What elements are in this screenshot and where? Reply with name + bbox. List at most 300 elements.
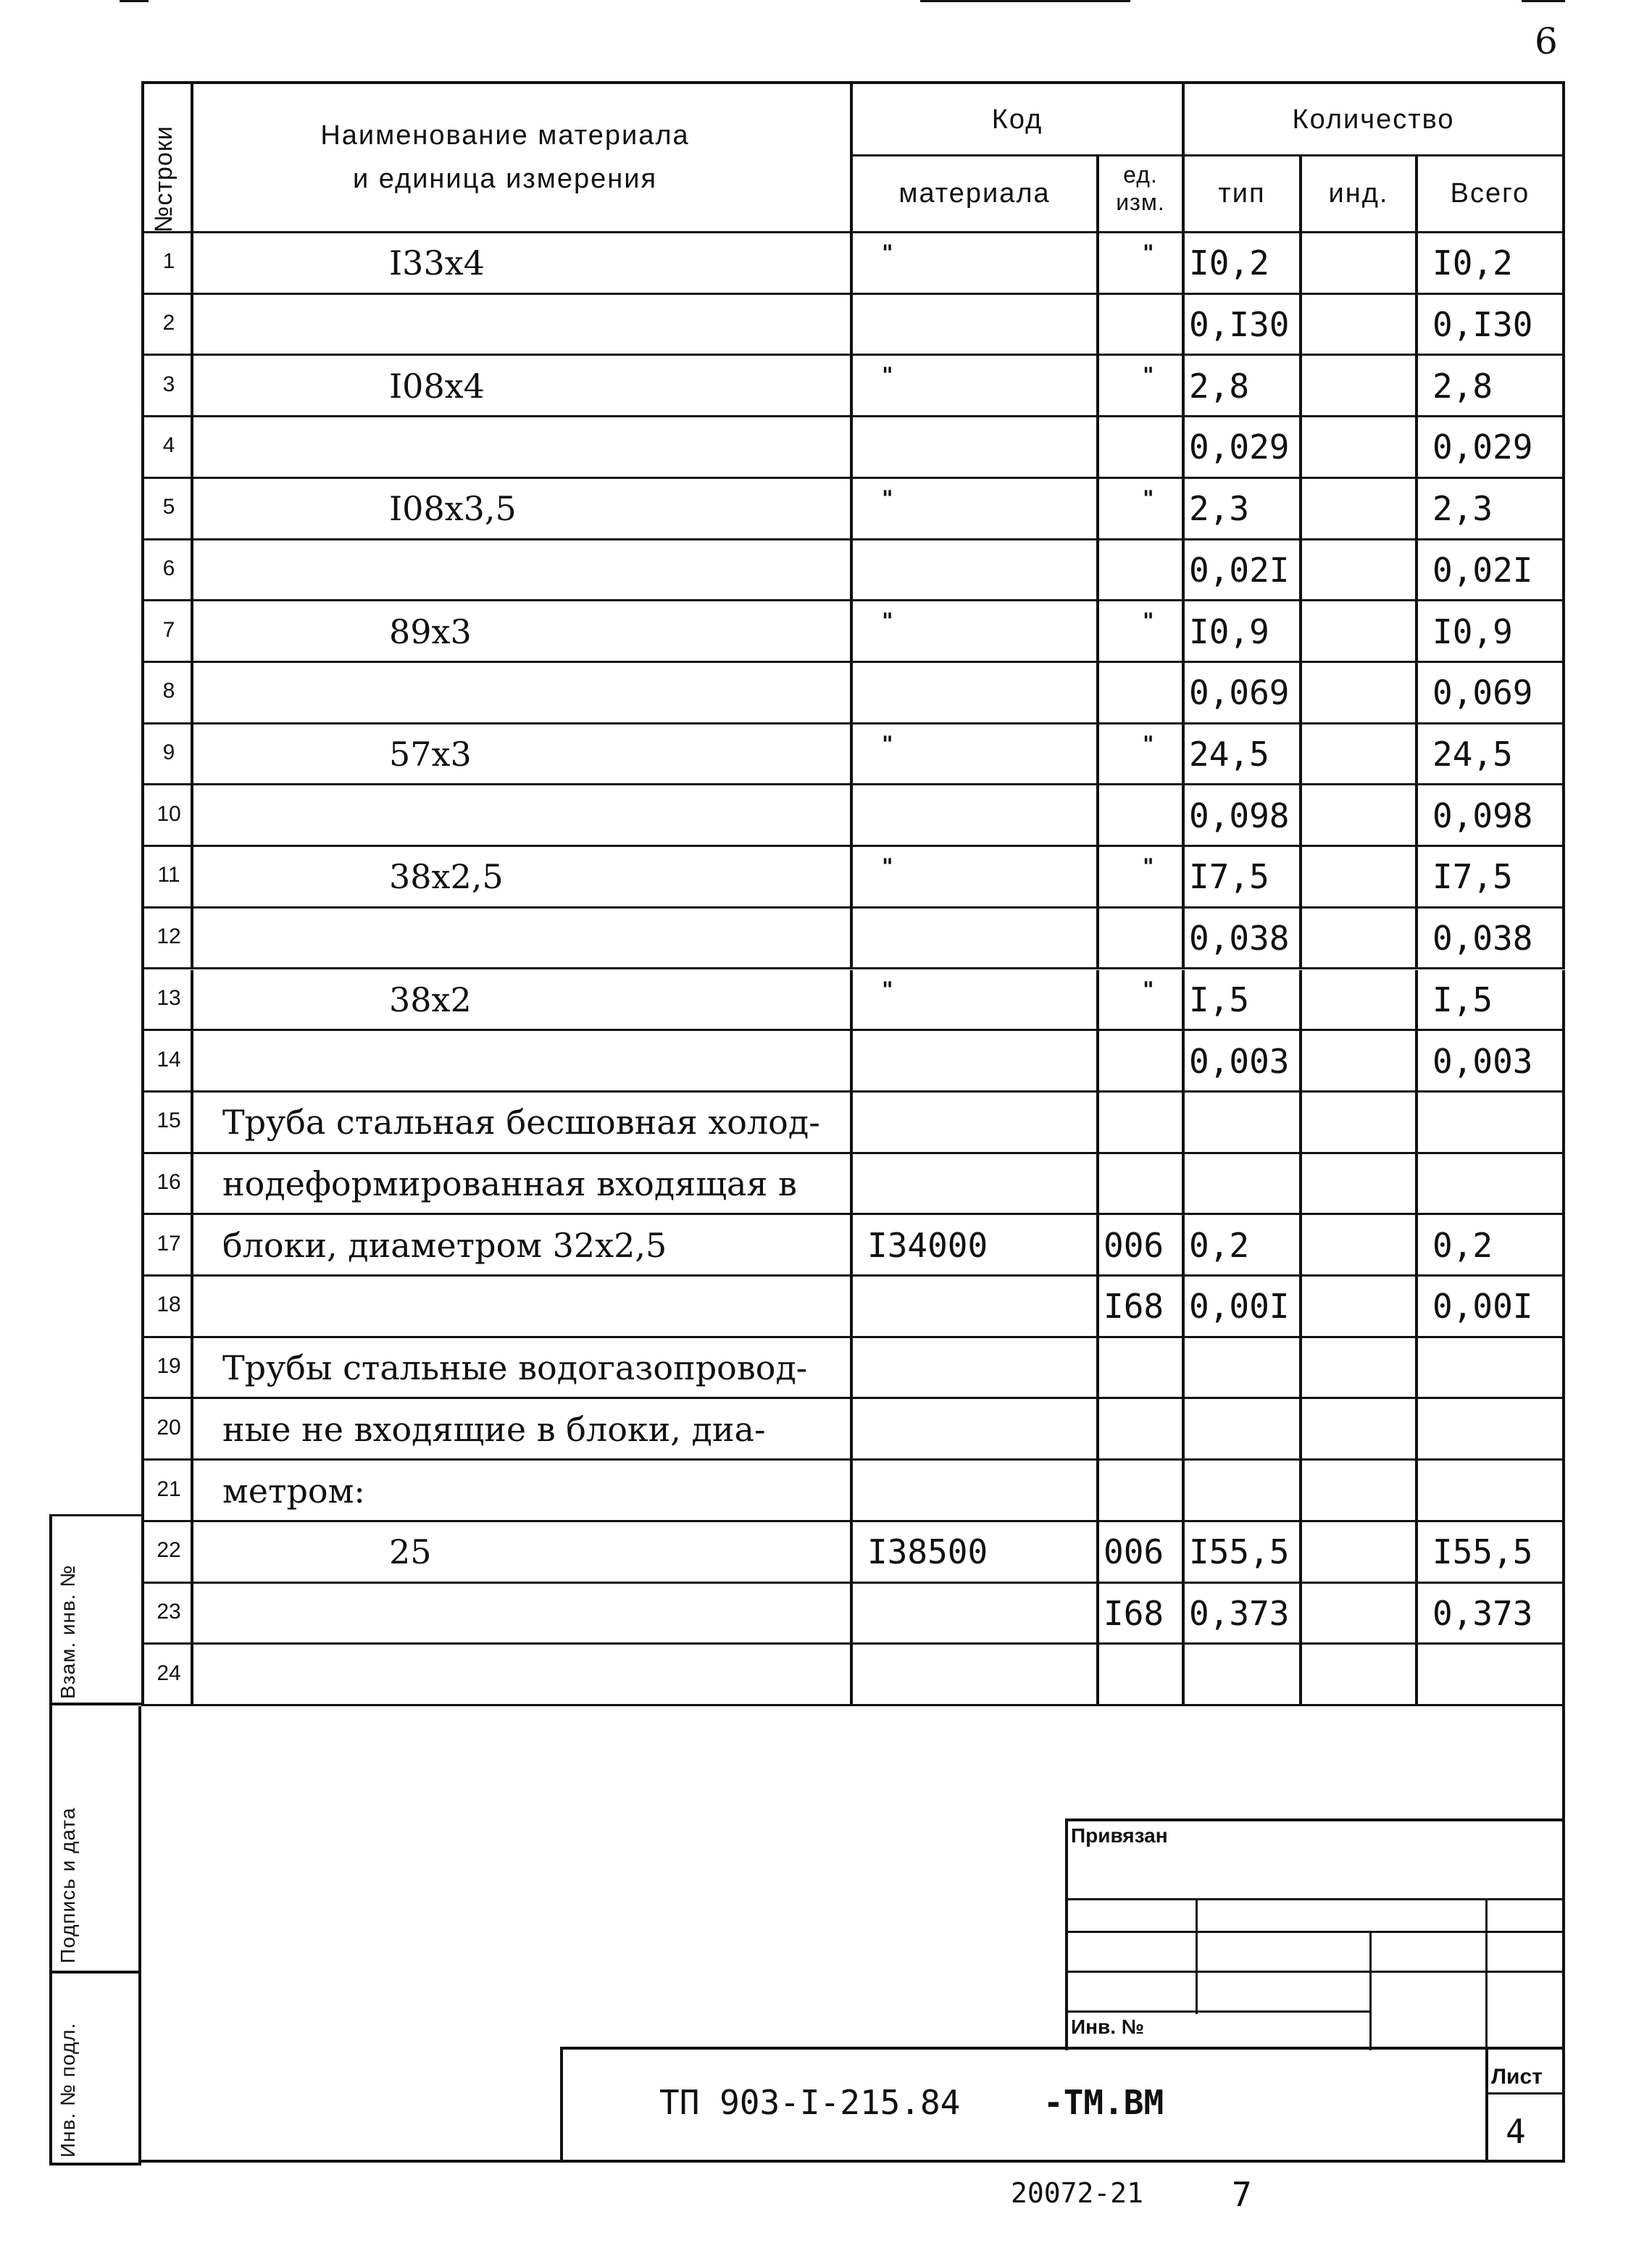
stamp-sheet-no: 4 (1506, 2112, 1526, 2151)
qty-ind-cell (1302, 1461, 1418, 1522)
unit-code-cell (1099, 785, 1185, 847)
qty-total: 0,038 (1432, 919, 1533, 959)
material-name: Трубы стальные водогазопровод- (222, 1348, 808, 1388)
qty-ind-cell (1302, 1338, 1418, 1400)
frame-bottom (138, 2160, 1565, 2163)
unit-code: 006 (1104, 1532, 1164, 1572)
top-mark-center (920, 0, 1130, 2)
material-code-cell (853, 1461, 1099, 1522)
material-name: Труба стальная бесшовная холод- (222, 1103, 820, 1143)
header-quantity: Количество (1292, 104, 1455, 135)
qty-total: 0,069 (1432, 673, 1533, 713)
header-name-line2: и единица измерения (352, 164, 658, 194)
qty-type-cell (1185, 1645, 1302, 1706)
row-number-cell (141, 1522, 193, 1584)
material-name-cell (193, 1522, 853, 1584)
qty-type-cell (1185, 663, 1302, 724)
qty-type-cell (1185, 1461, 1302, 1522)
material-code-cell (853, 724, 1099, 786)
material-code-cell (853, 417, 1099, 479)
qty-type: 0,373 (1189, 1593, 1290, 1633)
qty-ind-cell (1302, 785, 1418, 847)
material-code-cell (853, 233, 1099, 295)
row-number: 12 (157, 924, 181, 949)
qty-type: 2,3 (1189, 489, 1250, 529)
material-name: блоки, диаметром 32x2,5 (222, 1225, 667, 1265)
row-number: 11 (157, 863, 180, 888)
unit-code-cell (1099, 479, 1185, 540)
qty-total-cell (1418, 1093, 1565, 1154)
qty-total: 2,3 (1432, 489, 1493, 529)
row-number-cell (141, 785, 193, 847)
qty-total-cell (1418, 1277, 1565, 1338)
stamp-top-line (1065, 1818, 1565, 1821)
qty-type-cell (1185, 540, 1302, 602)
material-code-cell (853, 1584, 1099, 1645)
unit-code-cell (1099, 1031, 1185, 1093)
material-name-cell (193, 1093, 853, 1154)
material-code-cell (853, 847, 1099, 909)
qty-type: 24,5 (1189, 735, 1269, 774)
material-name-cell (193, 1461, 853, 1522)
side-divider-1 (49, 1703, 141, 1705)
row-number: 6 (162, 556, 175, 580)
doc-block-top (560, 2047, 1565, 2050)
row-number-cell (141, 1031, 193, 1093)
qty-type-cell (1185, 601, 1302, 663)
row-number: 16 (157, 1169, 181, 1194)
material-code: " (882, 731, 893, 757)
unit-code-cell (1099, 601, 1185, 663)
footer-note: 20072-21 (1011, 2177, 1144, 2209)
stamp-vline-1 (1196, 1898, 1198, 2014)
header-total: Всего (1450, 178, 1530, 209)
qty-total-cell (1418, 724, 1565, 786)
qty-type: 0,2 (1189, 1225, 1250, 1265)
material-code: " (882, 977, 893, 1003)
row-number-cell (141, 540, 193, 602)
qty-ind-cell (1302, 1645, 1418, 1706)
unit-code: " (1143, 485, 1154, 511)
header-unit-cell (1099, 156, 1185, 233)
qty-type: 0,02I (1189, 550, 1290, 590)
qty-total-cell (1418, 1522, 1565, 1584)
header-type: тип (1218, 178, 1266, 209)
qty-type: I7,5 (1189, 857, 1269, 897)
row-number: 22 (157, 1538, 181, 1563)
qty-type-cell (1185, 1215, 1302, 1277)
material-name-cell (193, 540, 853, 602)
unit-code-cell (1099, 540, 1185, 602)
unit-code-cell (1099, 1461, 1185, 1522)
stamp-left-line (1065, 1818, 1068, 2050)
qty-total-cell (1418, 1338, 1565, 1400)
qty-type-cell (1185, 1277, 1302, 1338)
row-number: 7 (162, 617, 175, 642)
row-number-cell (141, 663, 193, 724)
material-code-cell (853, 540, 1099, 602)
unit-code: " (1143, 731, 1154, 757)
qty-total-cell (1418, 1461, 1565, 1522)
material-name: 38x2,5 (389, 857, 504, 897)
qty-ind-cell (1302, 601, 1418, 663)
material-code-cell (853, 970, 1099, 1032)
qty-type-cell (1185, 479, 1302, 540)
material-code-cell (853, 1338, 1099, 1400)
material-code-cell (853, 356, 1099, 417)
header-code: Код (991, 104, 1043, 135)
qty-total: 0,098 (1432, 795, 1533, 835)
qty-type-cell (1185, 233, 1302, 295)
unit-code-cell (1099, 1154, 1185, 1216)
qty-type: 0,003 (1189, 1041, 1290, 1081)
footer-page: 7 (1232, 2175, 1252, 2214)
qty-total: 0,003 (1432, 1041, 1533, 1081)
qty-type-cell (1185, 847, 1302, 909)
material-name: нодеформированная входящая в (222, 1164, 797, 1203)
material-code-cell (853, 1154, 1099, 1216)
material-code: " (882, 363, 893, 389)
material-name: ные не входящие в блоки, диа- (222, 1409, 766, 1449)
qty-type: 0,069 (1189, 673, 1290, 713)
row-number: 13 (157, 985, 181, 1010)
qty-type-cell (1185, 1399, 1302, 1461)
material-name-cell (193, 1645, 853, 1706)
material-name-cell (193, 1277, 853, 1338)
qty-type-cell (1185, 417, 1302, 479)
material-code: " (882, 609, 893, 635)
row-number-cell (141, 1461, 193, 1522)
material-name-cell (193, 785, 853, 847)
qty-total-cell (1418, 1584, 1565, 1645)
material-name: 89x3 (389, 611, 472, 651)
material-code-cell (853, 1093, 1099, 1154)
header-quantity-cell (1185, 81, 1565, 156)
row-number: 9 (162, 740, 175, 764)
row-number: 14 (157, 1047, 181, 1072)
row-number-cell (141, 479, 193, 540)
qty-type: 0,029 (1189, 427, 1290, 467)
unit-code-cell (1099, 1584, 1185, 1645)
unit-code-cell (1099, 417, 1185, 479)
qty-ind-cell (1302, 479, 1418, 540)
qty-ind-cell (1302, 970, 1418, 1032)
unit-code: 006 (1104, 1225, 1164, 1265)
qty-type: I0,2 (1189, 243, 1269, 283)
row-number: 21 (157, 1477, 181, 1501)
row-number: 15 (157, 1108, 181, 1133)
unit-code-cell (1099, 1645, 1185, 1706)
qty-total-cell (1418, 479, 1565, 540)
material-name-cell (193, 417, 853, 479)
unit-code-cell (1099, 847, 1185, 909)
qty-total-cell (1418, 847, 1565, 909)
material-name-cell (193, 909, 853, 970)
row-number: 19 (157, 1354, 181, 1379)
qty-type-cell (1185, 1522, 1302, 1584)
qty-total: 24,5 (1432, 735, 1513, 774)
header-material-cell (853, 156, 1099, 233)
material-code-cell (853, 909, 1099, 970)
row-number: 17 (157, 1231, 181, 1256)
unit-code: " (1143, 977, 1154, 1003)
header-row-no: №строки (150, 125, 178, 233)
qty-type-cell (1185, 1338, 1302, 1400)
unit-code-cell (1099, 1338, 1185, 1400)
qty-total-cell (1418, 1645, 1565, 1706)
header-code-cell (853, 81, 1185, 156)
stamp-line-1 (1065, 1898, 1565, 1900)
unit-code-cell (1099, 724, 1185, 786)
row-number: 3 (162, 372, 175, 396)
material-code-cell (853, 1031, 1099, 1093)
row-number: 10 (157, 801, 181, 826)
row-number-cell (141, 233, 193, 295)
header-type-cell (1185, 156, 1302, 233)
qty-total-cell (1418, 233, 1565, 295)
qty-type: 0,I30 (1189, 305, 1290, 345)
header-material: материала (898, 178, 1051, 209)
row-number: 4 (162, 433, 175, 458)
unit-code-cell (1099, 970, 1185, 1032)
row-number-cell (141, 295, 193, 356)
material-name-cell (193, 1215, 853, 1277)
material-name-cell (193, 356, 853, 417)
material-name: I08x3,5 (389, 489, 517, 529)
unit-code-cell (1099, 909, 1185, 970)
row-number-cell (141, 724, 193, 786)
qty-total: 0,00I (1432, 1287, 1533, 1327)
material-name: метром: (222, 1471, 365, 1511)
material-code-cell (853, 295, 1099, 356)
qty-total: 0,02I (1432, 550, 1533, 590)
qty-type: 2,8 (1189, 366, 1250, 406)
row-number: 2 (162, 311, 175, 335)
qty-ind-cell (1302, 1154, 1418, 1216)
row-number: 5 (162, 495, 175, 519)
qty-total: 0,373 (1432, 1593, 1533, 1633)
qty-ind-cell (1302, 540, 1418, 602)
unit-code-cell (1099, 663, 1185, 724)
stamp-line-3 (1065, 1971, 1565, 1973)
unit-code-cell (1099, 1093, 1185, 1154)
qty-type: 0,098 (1189, 795, 1290, 835)
header-unit: ед. изм. (1116, 162, 1165, 215)
unit-code: I68 (1104, 1593, 1164, 1633)
side-divider-3 (49, 2163, 141, 2166)
qty-ind-cell (1302, 1215, 1418, 1277)
qty-type-cell (1185, 1031, 1302, 1093)
row-number-cell (141, 356, 193, 417)
stamp-sheet-label: Лист (1491, 2065, 1543, 2089)
material-name: 25 (389, 1532, 432, 1572)
material-name-cell (193, 601, 853, 663)
qty-ind-cell (1302, 1093, 1418, 1154)
qty-ind-cell (1302, 847, 1418, 909)
material-code-cell (853, 479, 1099, 540)
material-code-cell (853, 1277, 1099, 1338)
qty-total-cell (1418, 909, 1565, 970)
qty-total-cell (1418, 295, 1565, 356)
header-name-line1: Наименование материала (320, 120, 690, 151)
material-code: I38500 (867, 1532, 988, 1572)
header-ind-cell (1302, 156, 1418, 233)
row-number-cell (141, 601, 193, 663)
material-name-cell (193, 1154, 853, 1216)
qty-ind-cell (1302, 1031, 1418, 1093)
side-label-podpis: Подпись и дата (57, 1807, 79, 1963)
qty-type: I0,9 (1189, 611, 1269, 651)
row-number-cell (141, 1154, 193, 1216)
row-number: 20 (157, 1415, 181, 1440)
unit-code-cell (1099, 1277, 1185, 1338)
qty-type: I55,5 (1189, 1532, 1290, 1572)
row-number-cell (141, 1584, 193, 1645)
qty-ind-cell (1302, 233, 1418, 295)
qty-type-cell (1185, 1154, 1302, 1216)
material-name-cell (193, 479, 853, 540)
doc-block-sheet-line (1485, 2092, 1565, 2095)
stamp-doc-code: ТП 903-I-215.84 (659, 2083, 961, 2122)
qty-ind-cell (1302, 1584, 1418, 1645)
unit-code-cell (1099, 1522, 1185, 1584)
material-code-cell (853, 1522, 1099, 1584)
qty-type-cell (1185, 785, 1302, 847)
qty-total: I7,5 (1432, 857, 1513, 897)
qty-total: 0,I30 (1432, 305, 1533, 345)
material-name-cell (193, 663, 853, 724)
row-number-cell (141, 1093, 193, 1154)
unit-code-cell (1099, 295, 1185, 356)
row-number-cell (141, 1215, 193, 1277)
unit-code: I68 (1104, 1287, 1164, 1327)
qty-total-cell (1418, 1031, 1565, 1093)
side-label-vzam: Взам. инв. № (57, 1564, 79, 1699)
side-divider-top (49, 1514, 141, 1516)
doc-block-left (560, 2047, 563, 2163)
qty-ind-cell (1302, 295, 1418, 356)
material-name: I08x4 (389, 366, 485, 406)
stamp-inv-no: Инв. № (1071, 2016, 1145, 2038)
qty-total: I,5 (1432, 980, 1493, 1019)
header-total-cell (1418, 156, 1565, 233)
qty-total-cell (1418, 970, 1565, 1032)
row-number: 1 (162, 249, 175, 274)
qty-type: 0,038 (1189, 919, 1290, 959)
qty-ind-cell (1302, 909, 1418, 970)
unit-code-cell (1099, 356, 1185, 417)
qty-type: I,5 (1189, 980, 1250, 1019)
qty-ind-cell (1302, 1277, 1418, 1338)
row-number-cell (141, 970, 193, 1032)
material-name-cell (193, 970, 853, 1032)
stamp-line-2 (1065, 1931, 1565, 1933)
material-code: " (882, 485, 893, 511)
material-code-cell (853, 1399, 1099, 1461)
row-number-cell (141, 1645, 193, 1706)
qty-ind-cell (1302, 356, 1418, 417)
qty-total-cell (1418, 663, 1565, 724)
qty-type-cell (1185, 295, 1302, 356)
qty-total: 2,8 (1432, 366, 1493, 406)
qty-type-cell (1185, 724, 1302, 786)
qty-total-cell (1418, 785, 1565, 847)
unit-code-cell (1099, 1399, 1185, 1461)
stamp-line-4 (1065, 2010, 1369, 2013)
qty-total: I0,9 (1432, 611, 1513, 651)
stamp-vline-2 (1369, 1931, 1372, 2050)
side-stripe-line (49, 1514, 52, 2163)
material-name-cell (193, 1584, 853, 1645)
unit-code-cell (1099, 1215, 1185, 1277)
side-label-inv-podl: Инв. № подл. (57, 2022, 79, 2158)
stamp-privyazan: Привязан (1071, 1824, 1168, 1847)
qty-type-cell (1185, 1093, 1302, 1154)
unit-code: " (1143, 241, 1154, 266)
row-number-cell (141, 1338, 193, 1400)
material-name: 57x3 (389, 735, 472, 774)
material-name-cell (193, 233, 853, 295)
qty-total-cell (1418, 540, 1565, 602)
row-number: 18 (157, 1292, 181, 1317)
doc-block-sheet-divider (1485, 2047, 1488, 2163)
qty-total-cell (1418, 1154, 1565, 1216)
top-mark-left (120, 0, 149, 2)
qty-total-cell (1418, 601, 1565, 663)
qty-type-cell (1185, 970, 1302, 1032)
material-code: " (882, 241, 893, 266)
material-name-cell (193, 295, 853, 356)
side-divider-2 (49, 1971, 141, 1974)
header-row-no-cell (141, 81, 193, 233)
material-name: I33x4 (389, 243, 485, 283)
qty-total-cell (1418, 356, 1565, 417)
qty-type: 0,00I (1189, 1287, 1290, 1327)
qty-type-cell (1185, 1584, 1302, 1645)
page-number-handwritten: 6 (1535, 20, 1558, 62)
material-code-cell (853, 1645, 1099, 1706)
frame-left-bottom (138, 1706, 141, 2163)
row-number: 24 (157, 1661, 181, 1685)
material-name-cell (193, 1031, 853, 1093)
row-number-cell (141, 847, 193, 909)
unit-code: " (1143, 854, 1154, 880)
material-code-cell (853, 663, 1099, 724)
qty-total: 0,2 (1432, 1225, 1493, 1265)
qty-total: 0,029 (1432, 427, 1533, 467)
material-code: I34000 (867, 1225, 988, 1265)
row-number: 8 (162, 679, 175, 703)
row-number: 23 (157, 1599, 181, 1624)
row-number-cell (141, 1277, 193, 1338)
qty-total-cell (1418, 1399, 1565, 1461)
material-code-cell (853, 785, 1099, 847)
qty-ind-cell (1302, 417, 1418, 479)
qty-type-cell (1185, 356, 1302, 417)
material-name-cell (193, 1338, 853, 1400)
row-number-cell (141, 1399, 193, 1461)
stamp-doc-suffix: -ТМ.ВМ (1043, 2083, 1164, 2122)
qty-total-cell (1418, 417, 1565, 479)
qty-ind-cell (1302, 724, 1418, 786)
material-code: " (882, 854, 893, 880)
material-name-cell (193, 847, 853, 909)
qty-total: I55,5 (1432, 1532, 1533, 1572)
qty-ind-cell (1302, 1522, 1418, 1584)
row-number-cell (141, 909, 193, 970)
row-number-cell (141, 417, 193, 479)
qty-total-cell (1418, 1215, 1565, 1277)
